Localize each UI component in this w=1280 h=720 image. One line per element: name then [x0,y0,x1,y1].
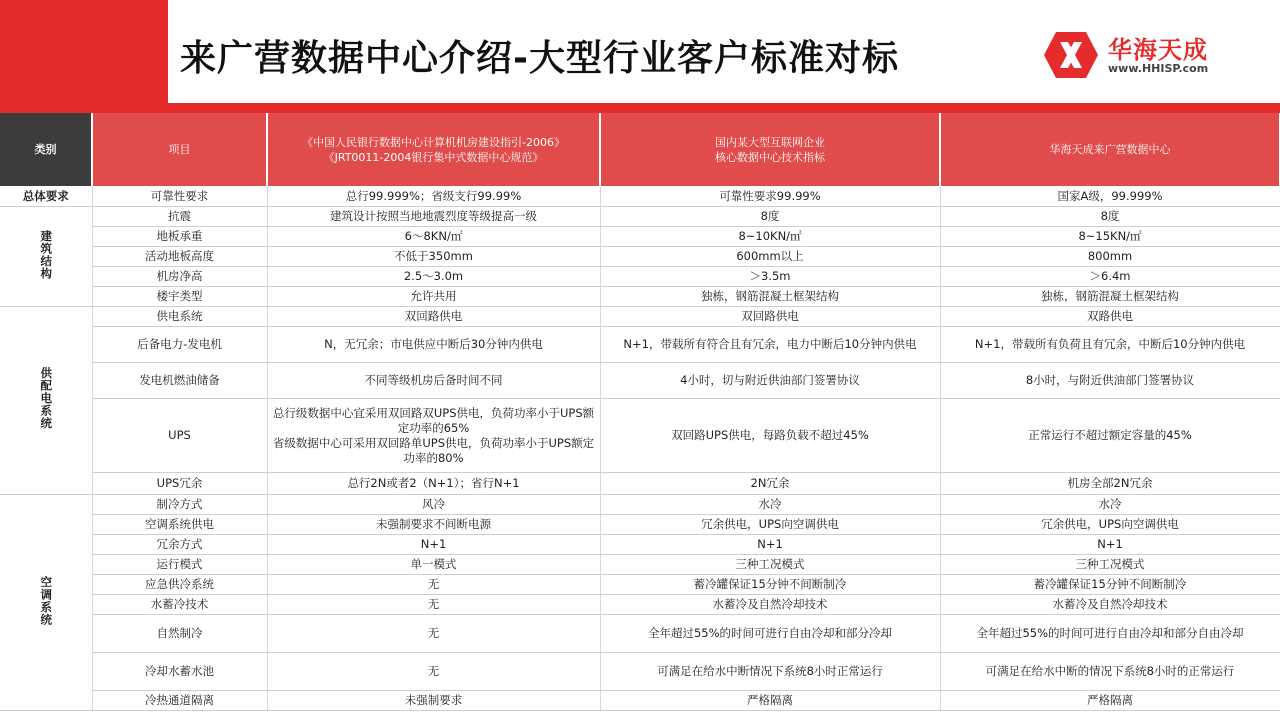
value-cell-c: 8度 [940,207,1280,227]
table-row [0,535,1280,555]
value-cell-a: 6～8KN/㎡ [267,227,600,247]
item-cell: 制冷方式 [92,495,267,515]
table-row [0,363,1280,399]
value-cell-a: 允许共用 [267,287,600,307]
value-cell-b: ＞3.5m [600,267,940,287]
column-header-hhisp: 华海天成来广营数据中心 [940,113,1280,187]
category-cell [0,495,92,711]
value-cell-c: N+1，带载所有负荷且有冗余，中断后10分钟内供电 [940,327,1280,363]
item-cell: 自然制冷 [92,615,267,653]
category-cell [0,187,92,207]
value-cell-b: 4小时，切与附近供油部门签署协议 [600,363,940,399]
table-header-row [0,113,1280,187]
value-cell-b: 水蓄冷及自然冷却技术 [600,595,940,615]
item-cell: 空调系统供电 [92,515,267,535]
value-cell-b: 双回路UPS供电，每路负载不超过45% [600,399,940,473]
value-cell-b: 全年超过55%的时间可进行自由冷却和部分冷却 [600,615,940,653]
item-cell: 活动地板高度 [92,247,267,267]
column-header-category: 类别 [0,113,92,187]
item-cell: 供电系统 [92,307,267,327]
item-cell: 楼宇类型 [92,287,267,307]
category-cell [0,207,92,307]
value-cell-c: 国家A级，99.999% [940,187,1280,207]
value-cell-c: 冗余供电，UPS向空调供电 [940,515,1280,535]
value-cell-c: 严格隔离 [940,691,1280,711]
item-cell: 运行模式 [92,555,267,575]
value-cell-a: 无 [267,653,600,691]
value-cell-c: 机房全部2N冗余 [940,473,1280,495]
column-header-item: 项目 [92,113,267,187]
value-cell-c: N+1 [940,535,1280,555]
value-cell-c: 正常运行不超过额定容量的45% [940,399,1280,473]
value-cell-b: 600mm以上 [600,247,940,267]
category-label: 建筑结构 [39,229,54,280]
value-cell-a: N，无冗余；市电供应中断后30分钟内供电 [267,327,600,363]
table-row [0,287,1280,307]
item-cell: UPS [92,399,267,473]
category-cell [0,307,92,495]
value-cell-b: 8度 [600,207,940,227]
value-cell-b: 独栋，钢筋混凝土框架结构 [600,287,940,307]
value-cell-a: 不低于350mm [267,247,600,267]
value-cell-c: 独栋，钢筋混凝土框架结构 [940,287,1280,307]
page-title: 来广营数据中心介绍-大型行业客户标准对标 [180,38,899,79]
value-cell-b: 2N冗余 [600,473,940,495]
value-cell-a: 总行2N或者2（N+1）；省行N+1 [267,473,600,495]
value-cell-a: 双回路供电 [267,307,600,327]
value-cell-b: 三种工况模式 [600,555,940,575]
category-label: 供配电系统 [39,367,54,430]
item-cell: 冗余方式 [92,535,267,555]
item-cell: 可靠性要求 [92,187,267,207]
value-cell-a: 建筑设计按照当地地震烈度等级提高一级 [267,207,600,227]
table-row [0,247,1280,267]
item-cell: UPS冗余 [92,473,267,495]
comparison-table [0,113,1280,711]
column-header-internet: 国内某大型互联网企业 核心数据中心技术指标 [600,113,940,187]
value-cell-c: 蓄冷罐保证15分钟不间断制冷 [940,575,1280,595]
value-cell-a: 无 [267,575,600,595]
item-cell: 冷热通道隔离 [92,691,267,711]
table-row [0,399,1280,473]
value-cell-b: 冗余供电，UPS向空调供电 [600,515,940,535]
value-cell-a: 无 [267,615,600,653]
table-row [0,187,1280,207]
table-row [0,267,1280,287]
table-row [0,495,1280,515]
value-cell-c: 水蓄冷及自然冷却技术 [940,595,1280,615]
header-divider [0,103,1280,113]
table-body [0,187,1280,711]
value-cell-b: 严格隔离 [600,691,940,711]
item-cell: 地板承重 [92,227,267,247]
value-cell-a: N+1 [267,535,600,555]
value-cell-c: 可满足在给水中断的情况下系统8小时的正常运行 [940,653,1280,691]
logo-url: www.HHISP.com [1108,62,1209,75]
table-row [0,227,1280,247]
table-row [0,307,1280,327]
category-label: 总体要求 [22,189,69,203]
table-row [0,555,1280,575]
value-cell-b: 蓄冷罐保证15分钟不间断制冷 [600,575,940,595]
value-cell-a: 不同等级机房后备时间不同 [267,363,600,399]
category-label: 空调系统 [39,575,54,626]
value-cell-a: 2.5～3.0m [267,267,600,287]
value-cell-c: 8小时，与附近供油部门签署协议 [940,363,1280,399]
value-cell-a: 未强制要求不间断电源 [267,515,600,535]
value-cell-c: ＞6.4m [940,267,1280,287]
header-red-block [0,0,168,103]
value-cell-c: 双路供电 [940,307,1280,327]
table-row [0,515,1280,535]
value-cell-b: 水冷 [600,495,940,515]
item-cell: 抗震 [92,207,267,227]
table-row [0,691,1280,711]
item-cell: 发电机燃油储备 [92,363,267,399]
value-cell-c: 8~15KN/㎡ [940,227,1280,247]
company-logo [1042,30,1242,80]
item-cell: 水蓄冷技术 [92,595,267,615]
value-cell-b: 8~10KN/㎡ [600,227,940,247]
value-cell-b: 双回路供电 [600,307,940,327]
value-cell-a: 总行99.999%；省级支行99.99% [267,187,600,207]
value-cell-b: N+1，带载所有符合且有冗余，电力中断后10分钟内供电 [600,327,940,363]
value-cell-b: 可靠性要求99.99% [600,187,940,207]
value-cell-a: 风冷 [267,495,600,515]
table-row [0,327,1280,363]
column-header-pboc: 《中国人民银行数据中心计算机机房建设指引-2006》 《JRT0011-2004银行集中式数据中心规范》 [267,113,600,187]
item-cell: 后备电力-发电机 [92,327,267,363]
item-cell: 应急供冷系统 [92,575,267,595]
table-row [0,207,1280,227]
table-row [0,595,1280,615]
value-cell-c: 三种工况模式 [940,555,1280,575]
table-row [0,473,1280,495]
item-cell: 冷却水蓄水池 [92,653,267,691]
value-cell-b: N+1 [600,535,940,555]
value-cell-a: 单一模式 [267,555,600,575]
value-cell-a: 无 [267,595,600,615]
value-cell-a: 总行级数据中心宜采用双回路双UPS供电，负荷功率小于UPS额定功率的65% 省级数据中心可采用双回路单UPS供电，负荷功率小于UPS额定功率的80% [267,399,600,473]
value-cell-c: 800mm [940,247,1280,267]
value-cell-b: 可满足在给水中断情况下系统8小时正常运行 [600,653,940,691]
value-cell-c: 全年超过55%的时间可进行自由冷却和部分自由冷却 [940,615,1280,653]
logo-name: 华海天成 [1108,36,1208,64]
item-cell: 机房净高 [92,267,267,287]
value-cell-a: 未强制要求 [267,691,600,711]
table-row [0,575,1280,595]
logo-mark-icon [1042,30,1100,80]
table-row [0,615,1280,653]
table-row [0,653,1280,691]
value-cell-c: 水冷 [940,495,1280,515]
